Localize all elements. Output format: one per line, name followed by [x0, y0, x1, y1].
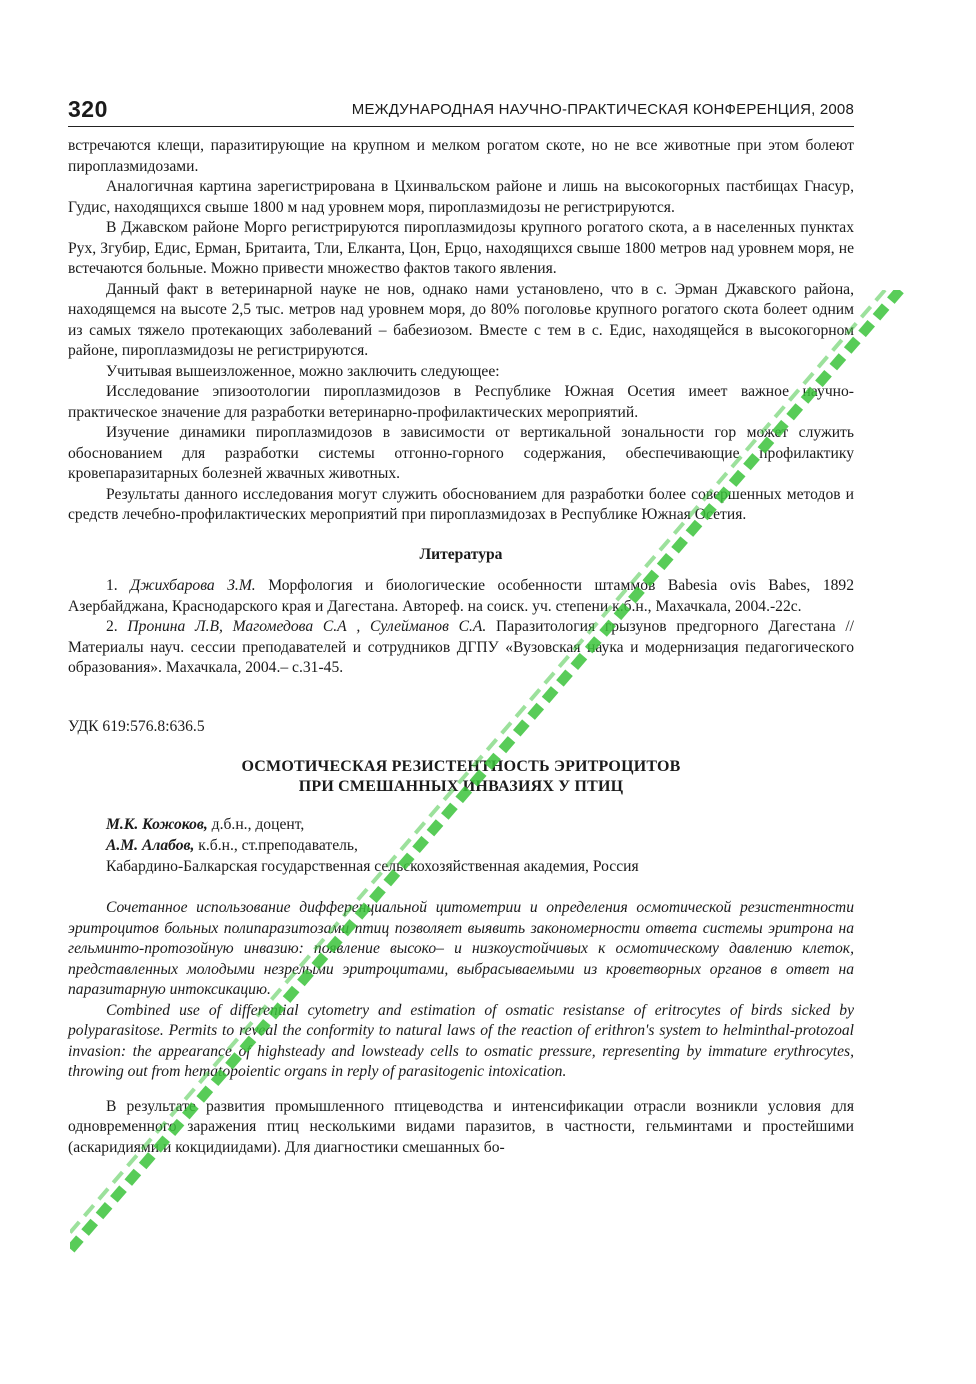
- reference-number: 2.: [106, 618, 118, 635]
- author-line: [106, 814, 854, 835]
- udk-code: УДК 619:576.8:636.5: [68, 717, 205, 735]
- paragraph: Учитывая вышеизложенное, можно заключить следующее:: [106, 362, 500, 380]
- paragraph: В Джавском районе Морго регистрируются пироплазмидозы крупного рогатого скота, а в населенных пунктах Рух, Згубир, Едис, Ерман, Бритаита, Тли, Елканта, Цон, Ерцо, находящихся свыше 1800 метров над уровнем моря, не встечаются больные. Можно привести множество фактов такого явления.: [68, 219, 854, 277]
- literature-heading: Литература: [419, 545, 503, 563]
- paragraph: Данный факт в ветеринарной науке не нов, однако нами установлено, что в с. Эрман Джавского района, находящемся на высоте 2,5 тыс. метров над уровнем моря, до 80% поголовье крупного рогатого скота болеет одним из самых тяжело протекающих заболеваний – бабезиозом. Вместе с тем в с. Едис, находящейся в высокогорном районе, пироплазмидозы не регистрируются.: [68, 280, 854, 359]
- page-body: [68, 136, 854, 1158]
- paragraph: Исследование эпизоотологии пироплазмидозов в Республике Южная Осетия имеет важное научно-практическое значение для разработки ветеринарно-профилактических мероприятий.: [68, 383, 854, 421]
- author-line: [106, 835, 854, 856]
- paragraph: Аналогичная картина зарегистрирована в Цхинвальском районе и лишь на высокогорных пастбищах Гнасур, Гудис, находящихся свыше 1800 м над уровнем моря, пироплазмидозы не регистрируются.: [68, 178, 854, 216]
- reference-author: Джихбарова З.М.: [130, 577, 256, 594]
- reference-item: [68, 617, 854, 679]
- author-name: М.К. Кожоков,: [106, 816, 208, 833]
- intro-paragraph: В результате развития промышленного птицеводства и интенсификации отрасли возникли условия для одновременного заражения птиц несколькими видами паразитов, в частности, гельминтами и простейшими (аскаридиями и кокцидиидами). Для диагностики смешанных бо-: [68, 1097, 854, 1156]
- author-name: А.М. Алабов,: [106, 837, 195, 854]
- page-header: [68, 96, 854, 127]
- reference-number: 1.: [106, 577, 118, 594]
- article-title-line: ПРИ СМЕШАННЫХ ИНВАЗИЯХ У ПТИЦ: [298, 778, 624, 795]
- abstract-block: [68, 898, 854, 1083]
- article-title: [68, 757, 854, 797]
- reference-text: Морфология и биологические особенности штаммов Babesia ovis Babes, 1892 Азербайджана, Краснодарского края и Дагестана. Автореф. на соиск. уч. степени к.б.н., Махачкала, 2004.-22с.: [68, 577, 855, 615]
- reference-item: [68, 576, 854, 617]
- reference-text: Паразитология грызунов предгорного Дагестана //Материалы науч. сессии преподавателей и сотрудников ДГПУ «Вузовская наука и модернизация педагогического образования». Махачкала, 2004.– с.31-45.: [68, 618, 854, 676]
- paragraph: Изучение динамики пироплазмидозов в зависимости от вертикальной зональности гор может служить обоснованием для разработки системы отгонно-горного содержания, обеспечивающие профилактику кровепаразитарных болезней жвачных животных.: [68, 424, 854, 482]
- page-number: 320: [68, 96, 108, 122]
- author-role: к.б.н., ст.преподаватель,: [194, 837, 358, 854]
- running-head: МЕЖДУНАРОДНАЯ НАУЧНО-ПРАКТИЧЕСКАЯ КОНФЕРЕНЦИЯ, 2008: [351, 101, 854, 118]
- paragraph: Результаты данного исследования могут служить обоснованием для разработки более совершенных методов и средств лечебно-профилактических мероприятий при пироплазмидозах в Республике Южная Осетия.: [68, 485, 854, 523]
- abstract-russian: Сочетанное использование дифференциальной цитометрии и определения осмотической резистентности эритроцитов больных полипаразитозами птиц позволяет выявить закономерности ответа системы эритрона на гельминто-протозойную инвазию: появление высоко– и низкоустойчивых к осмотическому давлению клеток, представленных молодыми незрелыми эритроцитами, выбрасываемыми из кроветворных органов в ответ на паразитарную интоксикацию.: [68, 899, 854, 998]
- author-role: д.б.н., доцент,: [207, 816, 305, 833]
- author-block: [68, 814, 854, 877]
- affiliation: Кабардино-Балкарская государственная сельскохозяйственная академия, Россия: [106, 858, 639, 875]
- reference-author: Пронина Л.В, Магомедова С.А , Сулейманов С.А.: [127, 618, 487, 635]
- paragraph-continued: встречаются клещи, паразитирующие на крупном и мелком рогатом скоте, но не все животные при этом болеют пироплазмидозами.: [68, 137, 854, 175]
- article-title-line: ОСМОТИЧЕСКАЯ РЕЗИСТЕНТНОСТЬ ЭРИТРОЦИТОВ: [241, 758, 681, 775]
- abstract-english: Combined use of differential cytometry and estimation of osmatic resistanse of eritrocytes of birds sicked by polyparasitose. Permits to reveal the conformity to natural laws of the reaction of erithron's system to helminthal-protozoal invasion: the appearance of highsteady and lowsteady cells to osmatic pressure, representing by immature erythrocytes, throwing out from hematopoientic organs in reply of parasitogenic intoxication.: [68, 1001, 854, 1080]
